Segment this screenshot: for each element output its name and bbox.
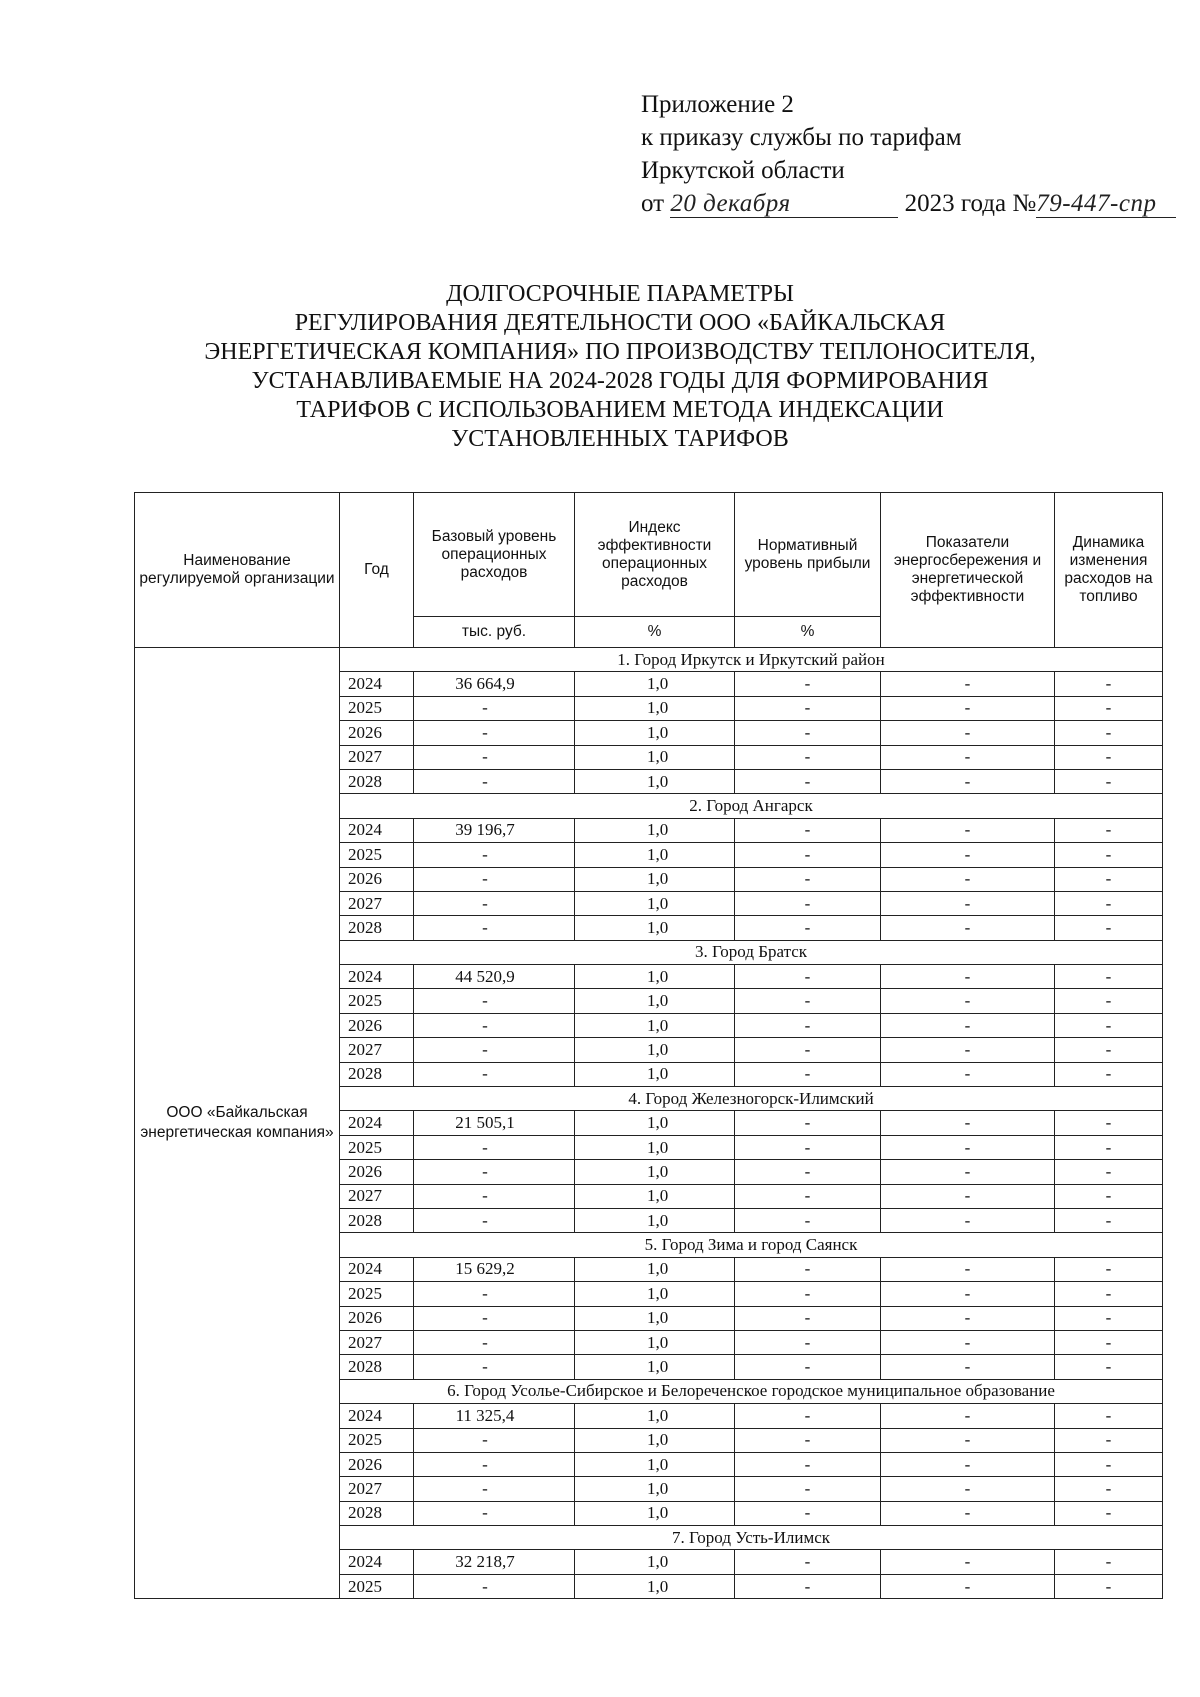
appendix-label: Приложение 2 (641, 91, 794, 118)
efficiency-index-cell: 1,0 (575, 843, 735, 867)
base-opex-cell: 11 325,4 (414, 1404, 575, 1428)
fuel-dynamics-cell: - (1055, 1550, 1163, 1574)
base-opex-cell: 32 218,7 (414, 1550, 575, 1574)
base-opex-cell: - (414, 1208, 575, 1232)
fuel-dynamics-cell: - (1055, 745, 1163, 769)
fuel-dynamics-cell: - (1055, 1135, 1163, 1159)
header-year: Год (340, 493, 414, 648)
efficiency-index-cell: 1,0 (575, 1501, 735, 1525)
fuel-dynamics-cell: - (1055, 965, 1163, 989)
year-cell: 2026 (340, 1306, 414, 1330)
efficiency-index-cell: 1,0 (575, 1135, 735, 1159)
fuel-dynamics-cell: - (1055, 1184, 1163, 1208)
unit-profit-level: % (735, 617, 881, 648)
fuel-dynamics-cell: - (1055, 1062, 1163, 1086)
section-title: 3. Город Братск (340, 940, 1163, 964)
year-cell: 2024 (340, 672, 414, 696)
efficiency-index-cell: 1,0 (575, 1111, 735, 1135)
profit-level-cell: - (735, 989, 881, 1013)
year-cell: 2028 (340, 1208, 414, 1232)
efficiency-index-cell: 1,0 (575, 1306, 735, 1330)
profit-level-cell: - (735, 1330, 881, 1354)
efficiency-index-cell: 1,0 (575, 1355, 735, 1379)
fuel-dynamics-cell: - (1055, 1477, 1163, 1501)
energy-saving-cell: - (881, 1013, 1055, 1037)
fuel-dynamics-cell: - (1055, 1355, 1163, 1379)
fuel-dynamics-cell: - (1055, 843, 1163, 867)
base-opex-cell: - (414, 1355, 575, 1379)
handwritten-number: 79-447-спр (1036, 190, 1157, 217)
profit-level-cell: - (735, 1013, 881, 1037)
base-opex-cell: - (414, 1062, 575, 1086)
order-reference: к приказу службы по тарифам (641, 124, 962, 151)
efficiency-index-cell: 1,0 (575, 1208, 735, 1232)
base-opex-cell: - (414, 1013, 575, 1037)
year-cell: 2026 (340, 721, 414, 745)
energy-saving-cell: - (881, 1184, 1055, 1208)
fuel-dynamics-cell: - (1055, 989, 1163, 1013)
energy-saving-cell: - (881, 672, 1055, 696)
profit-level-cell: - (735, 745, 881, 769)
profit-level-cell: - (735, 1428, 881, 1452)
efficiency-index-cell: 1,0 (575, 1452, 735, 1476)
section-title: 1. Город Иркутск и Иркутский район (340, 648, 1163, 672)
fuel-dynamics-cell: - (1055, 1306, 1163, 1330)
efficiency-index-cell: 1,0 (575, 867, 735, 891)
base-opex-cell: - (414, 1135, 575, 1159)
energy-saving-cell: - (881, 1550, 1055, 1574)
year-cell: 2027 (340, 1330, 414, 1354)
base-opex-cell: - (414, 696, 575, 720)
base-opex-cell: 36 664,9 (414, 672, 575, 696)
base-opex-cell: 39 196,7 (414, 818, 575, 842)
efficiency-index-cell: 1,0 (575, 1257, 735, 1281)
efficiency-index-cell: 1,0 (575, 1038, 735, 1062)
efficiency-index-cell: 1,0 (575, 1477, 735, 1501)
base-opex-cell: - (414, 1574, 575, 1598)
efficiency-index-cell: 1,0 (575, 1550, 735, 1574)
year-cell: 2028 (340, 916, 414, 940)
profit-level-cell: - (735, 1135, 881, 1159)
header-energy-saving: Показатели энергосбережения и энергетической эффективности (881, 493, 1055, 648)
year-cell: 2024 (340, 1111, 414, 1135)
year-cell: 2027 (340, 1038, 414, 1062)
efficiency-index-cell: 1,0 (575, 1160, 735, 1184)
profit-level-cell: - (735, 1404, 881, 1428)
base-opex-cell: - (414, 745, 575, 769)
base-opex-cell: - (414, 1330, 575, 1354)
profit-level-cell: - (735, 1062, 881, 1086)
year-cell: 2027 (340, 1184, 414, 1208)
date-prefix: от (641, 190, 665, 217)
energy-saving-cell: - (881, 1330, 1055, 1354)
year-cell: 2026 (340, 1013, 414, 1037)
year-cell: 2025 (340, 843, 414, 867)
issuing-region: Иркутской области (641, 157, 845, 184)
fuel-dynamics-cell: - (1055, 721, 1163, 745)
year-cell: 2024 (340, 818, 414, 842)
energy-saving-cell: - (881, 1404, 1055, 1428)
fuel-dynamics-cell: - (1055, 1013, 1163, 1037)
energy-saving-cell: - (881, 1208, 1055, 1232)
efficiency-index-cell: 1,0 (575, 1013, 735, 1037)
efficiency-index-cell: 1,0 (575, 965, 735, 989)
title-line: УСТАНАВЛИВАЕМЫЕ НА 2024-2028 ГОДЫ ДЛЯ ФОРМИРОВАНИЯ (251, 368, 989, 394)
base-opex-cell: - (414, 1160, 575, 1184)
efficiency-index-cell: 1,0 (575, 1428, 735, 1452)
fuel-dynamics-cell: - (1055, 818, 1163, 842)
energy-saving-cell: - (881, 1574, 1055, 1598)
efficiency-index-cell: 1,0 (575, 1282, 735, 1306)
organization-name: ООО «Байкальская энергетическая компания» (135, 648, 340, 1599)
unit-base-opex: тыс. руб. (414, 617, 575, 648)
fuel-dynamics-cell: - (1055, 1501, 1163, 1525)
energy-saving-cell: - (881, 1038, 1055, 1062)
energy-saving-cell: - (881, 1306, 1055, 1330)
profit-level-cell: - (735, 1282, 881, 1306)
energy-saving-cell: - (881, 989, 1055, 1013)
efficiency-index-cell: 1,0 (575, 891, 735, 915)
year-cell: 2028 (340, 1501, 414, 1525)
approval-block (641, 88, 1176, 220)
title-line: УСТАНОВЛЕННЫХ ТАРИФОВ (451, 426, 789, 452)
fuel-dynamics-cell: - (1055, 1111, 1163, 1135)
profit-level-cell: - (735, 891, 881, 915)
energy-saving-cell: - (881, 1062, 1055, 1086)
year-cell: 2025 (340, 1428, 414, 1452)
base-opex-cell: - (414, 916, 575, 940)
header-base-opex: Базовый уровень операционных расходов (414, 493, 575, 617)
energy-saving-cell: - (881, 745, 1055, 769)
fuel-dynamics-cell: - (1055, 696, 1163, 720)
title-line: ЭНЕРГЕТИЧЕСКАЯ КОМПАНИЯ» ПО ПРОИЗВОДСТВУ ТЕПЛОНОСИТЕЛЯ, (204, 339, 1036, 365)
fuel-dynamics-cell: - (1055, 891, 1163, 915)
year-cell: 2028 (340, 1062, 414, 1086)
year-cell: 2026 (340, 867, 414, 891)
header-fuel-dynamics: Динамика изменения расходов на топливо (1055, 493, 1163, 648)
section-title: 5. Город Зима и город Саянск (340, 1233, 1163, 1257)
energy-saving-cell: - (881, 1501, 1055, 1525)
profit-level-cell: - (735, 1257, 881, 1281)
energy-saving-cell: - (881, 1477, 1055, 1501)
energy-saving-cell: - (881, 843, 1055, 867)
year-cell: 2027 (340, 891, 414, 915)
base-opex-cell: - (414, 1282, 575, 1306)
handwritten-number-field (1036, 191, 1176, 218)
year-cell: 2026 (340, 1452, 414, 1476)
base-opex-cell: - (414, 1184, 575, 1208)
base-opex-cell: - (414, 1501, 575, 1525)
order-year-number-label: 2023 года № (904, 190, 1037, 217)
energy-saving-cell: - (881, 1135, 1055, 1159)
efficiency-index-cell: 1,0 (575, 696, 735, 720)
base-opex-cell: 21 505,1 (414, 1111, 575, 1135)
fuel-dynamics-cell: - (1055, 1038, 1163, 1062)
title-line: ТАРИФОВ С ИСПОЛЬЗОВАНИЕМ МЕТОДА ИНДЕКСАЦИИ (296, 397, 944, 423)
base-opex-cell: - (414, 769, 575, 793)
section-title: 2. Город Ангарск (340, 794, 1163, 818)
year-cell: 2027 (340, 1477, 414, 1501)
fuel-dynamics-cell: - (1055, 1428, 1163, 1452)
energy-saving-cell: - (881, 1428, 1055, 1452)
section-title: 4. Город Железногорск-Илимский (340, 1087, 1163, 1111)
energy-saving-cell: - (881, 1111, 1055, 1135)
base-opex-cell: - (414, 989, 575, 1013)
energy-saving-cell: - (881, 721, 1055, 745)
handwritten-date-field (670, 191, 898, 218)
year-cell: 2025 (340, 696, 414, 720)
fuel-dynamics-cell: - (1055, 672, 1163, 696)
profit-level-cell: - (735, 867, 881, 891)
profit-level-cell: - (735, 672, 881, 696)
base-opex-cell: - (414, 1477, 575, 1501)
year-cell: 2024 (340, 965, 414, 989)
profit-level-cell: - (735, 1038, 881, 1062)
efficiency-index-cell: 1,0 (575, 916, 735, 940)
energy-saving-cell: - (881, 1282, 1055, 1306)
profit-level-cell: - (735, 1501, 881, 1525)
efficiency-index-cell: 1,0 (575, 1330, 735, 1354)
fuel-dynamics-cell: - (1055, 867, 1163, 891)
year-cell: 2025 (340, 1574, 414, 1598)
profit-level-cell: - (735, 818, 881, 842)
title-line: ДОЛГОСРОЧНЫЕ ПАРАМЕТРЫ (446, 281, 794, 307)
document-title (140, 280, 1100, 454)
energy-saving-cell: - (881, 818, 1055, 842)
header-org: Наименование регулируемой организации (135, 493, 340, 648)
fuel-dynamics-cell: - (1055, 1257, 1163, 1281)
section-title: 6. Город Усолье-Сибирское и Белореченское городское муниципальное образование (340, 1379, 1163, 1403)
energy-saving-cell: - (881, 891, 1055, 915)
fuel-dynamics-cell: - (1055, 1330, 1163, 1354)
base-opex-cell: - (414, 1306, 575, 1330)
fuel-dynamics-cell: - (1055, 1404, 1163, 1428)
section-row (135, 648, 1163, 672)
profit-level-cell: - (735, 1550, 881, 1574)
header-profit-level: Нормативный уровень прибыли (735, 493, 881, 617)
efficiency-index-cell: 1,0 (575, 769, 735, 793)
energy-saving-cell: - (881, 769, 1055, 793)
year-cell: 2028 (340, 769, 414, 793)
year-cell: 2025 (340, 989, 414, 1013)
fuel-dynamics-cell: - (1055, 1574, 1163, 1598)
year-cell: 2024 (340, 1404, 414, 1428)
year-cell: 2028 (340, 1355, 414, 1379)
fuel-dynamics-cell: - (1055, 1208, 1163, 1232)
fuel-dynamics-cell: - (1055, 1282, 1163, 1306)
year-cell: 2026 (340, 1160, 414, 1184)
fuel-dynamics-cell: - (1055, 1452, 1163, 1476)
energy-saving-cell: - (881, 965, 1055, 989)
efficiency-index-cell: 1,0 (575, 1574, 735, 1598)
base-opex-cell: - (414, 1428, 575, 1452)
profit-level-cell: - (735, 843, 881, 867)
base-opex-cell: - (414, 1452, 575, 1476)
profit-level-cell: - (735, 916, 881, 940)
fuel-dynamics-cell: - (1055, 769, 1163, 793)
efficiency-index-cell: 1,0 (575, 1184, 735, 1208)
profit-level-cell: - (735, 965, 881, 989)
profit-level-cell: - (735, 1574, 881, 1598)
efficiency-index-cell: 1,0 (575, 672, 735, 696)
energy-saving-cell: - (881, 1355, 1055, 1379)
base-opex-cell: 44 520,9 (414, 965, 575, 989)
energy-saving-cell: - (881, 1160, 1055, 1184)
profit-level-cell: - (735, 1111, 881, 1135)
base-opex-cell: - (414, 867, 575, 891)
energy-saving-cell: - (881, 1257, 1055, 1281)
profit-level-cell: - (735, 769, 881, 793)
base-opex-cell: - (414, 721, 575, 745)
profit-level-cell: - (735, 1355, 881, 1379)
handwritten-date: 20 декабря (670, 190, 791, 217)
fuel-dynamics-cell: - (1055, 1160, 1163, 1184)
base-opex-cell: - (414, 891, 575, 915)
base-opex-cell: - (414, 1038, 575, 1062)
efficiency-index-cell: 1,0 (575, 1062, 735, 1086)
efficiency-index-cell: 1,0 (575, 745, 735, 769)
base-opex-cell: - (414, 843, 575, 867)
fuel-dynamics-cell: - (1055, 916, 1163, 940)
efficiency-index-cell: 1,0 (575, 721, 735, 745)
profit-level-cell: - (735, 721, 881, 745)
unit-efficiency-index: % (575, 617, 735, 648)
energy-saving-cell: - (881, 696, 1055, 720)
profit-level-cell: - (735, 696, 881, 720)
profit-level-cell: - (735, 1477, 881, 1501)
energy-saving-cell: - (881, 916, 1055, 940)
efficiency-index-cell: 1,0 (575, 1404, 735, 1428)
title-line: РЕГУЛИРОВАНИЯ ДЕЯТЕЛЬНОСТИ ООО «БАЙКАЛЬСКАЯ (294, 310, 946, 336)
energy-saving-cell: - (881, 1452, 1055, 1476)
parameters-table (134, 492, 1163, 1599)
year-cell: 2024 (340, 1550, 414, 1574)
section-title: 7. Город Усть-Илимск (340, 1526, 1163, 1550)
order-date-line (641, 187, 1176, 220)
profit-level-cell: - (735, 1306, 881, 1330)
profit-level-cell: - (735, 1208, 881, 1232)
year-cell: 2025 (340, 1282, 414, 1306)
efficiency-index-cell: 1,0 (575, 818, 735, 842)
year-cell: 2025 (340, 1135, 414, 1159)
year-cell: 2027 (340, 745, 414, 769)
energy-saving-cell: - (881, 867, 1055, 891)
profit-level-cell: - (735, 1184, 881, 1208)
table-body (135, 648, 1163, 1599)
efficiency-index-cell: 1,0 (575, 989, 735, 1013)
header-efficiency-index: Индекс эффективности операционных расходов (575, 493, 735, 617)
profit-level-cell: - (735, 1160, 881, 1184)
profit-level-cell: - (735, 1452, 881, 1476)
base-opex-cell: 15 629,2 (414, 1257, 575, 1281)
year-cell: 2024 (340, 1257, 414, 1281)
